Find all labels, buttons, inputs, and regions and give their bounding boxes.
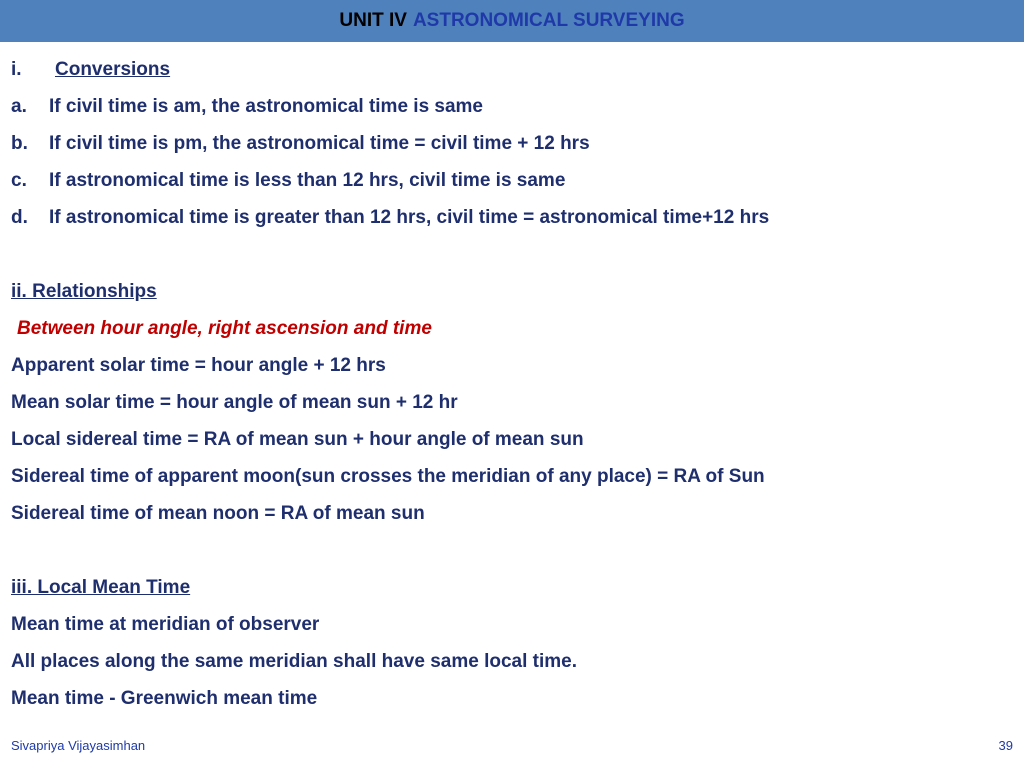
relationships-heading: ii. Relationships bbox=[11, 281, 157, 302]
slide-content bbox=[11, 51, 1011, 717]
list-item bbox=[11, 162, 1011, 199]
list-item-text: If astronomical time is greater than 12 hrs, civil time = astronomical time+12 hrs bbox=[49, 207, 770, 228]
slide-header bbox=[0, 0, 1024, 42]
relationship-line: Local sidereal time = RA of mean sun + hour angle of mean sun bbox=[11, 429, 584, 450]
conversions-heading-line bbox=[11, 51, 1011, 88]
local-mean-time-line: All places along the same meridian shall have same local time. bbox=[11, 651, 578, 672]
list-item-text: If astronomical time is less than 12 hrs, civil time is same bbox=[49, 170, 566, 191]
list-marker: b. bbox=[11, 133, 28, 154]
list-item bbox=[11, 125, 1011, 162]
relationships-heading-line bbox=[11, 273, 1011, 310]
unit-label: UNIT IV bbox=[339, 10, 407, 31]
list-item bbox=[11, 88, 1011, 125]
list-marker: d. bbox=[11, 207, 28, 228]
footer-author: Sivapriya Vijayasimhan bbox=[11, 738, 146, 753]
list-marker: c. bbox=[11, 170, 27, 191]
local-mean-time-heading: iii. Local Mean Time bbox=[11, 577, 191, 598]
list-item-text: If civil time is am, the astronomical time is same bbox=[49, 96, 484, 117]
relationships-subheading-line bbox=[11, 310, 1011, 347]
relationship-line: Mean solar time = hour angle of mean sun + 12 hr bbox=[11, 392, 458, 413]
list-item-text: If civil time is pm, the astronomical time = civil time + 12 hrs bbox=[49, 133, 590, 154]
list-item bbox=[11, 199, 1011, 236]
local-mean-time-heading-line bbox=[11, 569, 1011, 606]
relationship-line: Sidereal time of mean noon = RA of mean sun bbox=[11, 503, 425, 524]
local-mean-time-line: Mean time at meridian of observer bbox=[11, 614, 320, 635]
relationship-line: Apparent solar time = hour angle + 12 hrs bbox=[11, 355, 386, 376]
conversions-heading: Conversions bbox=[55, 59, 171, 80]
page-number: 39 bbox=[998, 738, 1013, 753]
spacer bbox=[11, 532, 1011, 569]
relationship-line: Sidereal time of apparent moon(sun crosses the meridian of any place) = RA of Sun bbox=[11, 466, 765, 487]
list-marker: i. bbox=[11, 59, 22, 80]
list-marker: a. bbox=[11, 96, 27, 117]
slide-title: ASTRONOMICAL SURVEYING bbox=[412, 10, 685, 31]
relationships-subheading: Between hour angle, right ascension and time bbox=[17, 318, 432, 339]
local-mean-time-line: Mean time - Greenwich mean time bbox=[11, 688, 318, 709]
spacer bbox=[11, 236, 1011, 273]
